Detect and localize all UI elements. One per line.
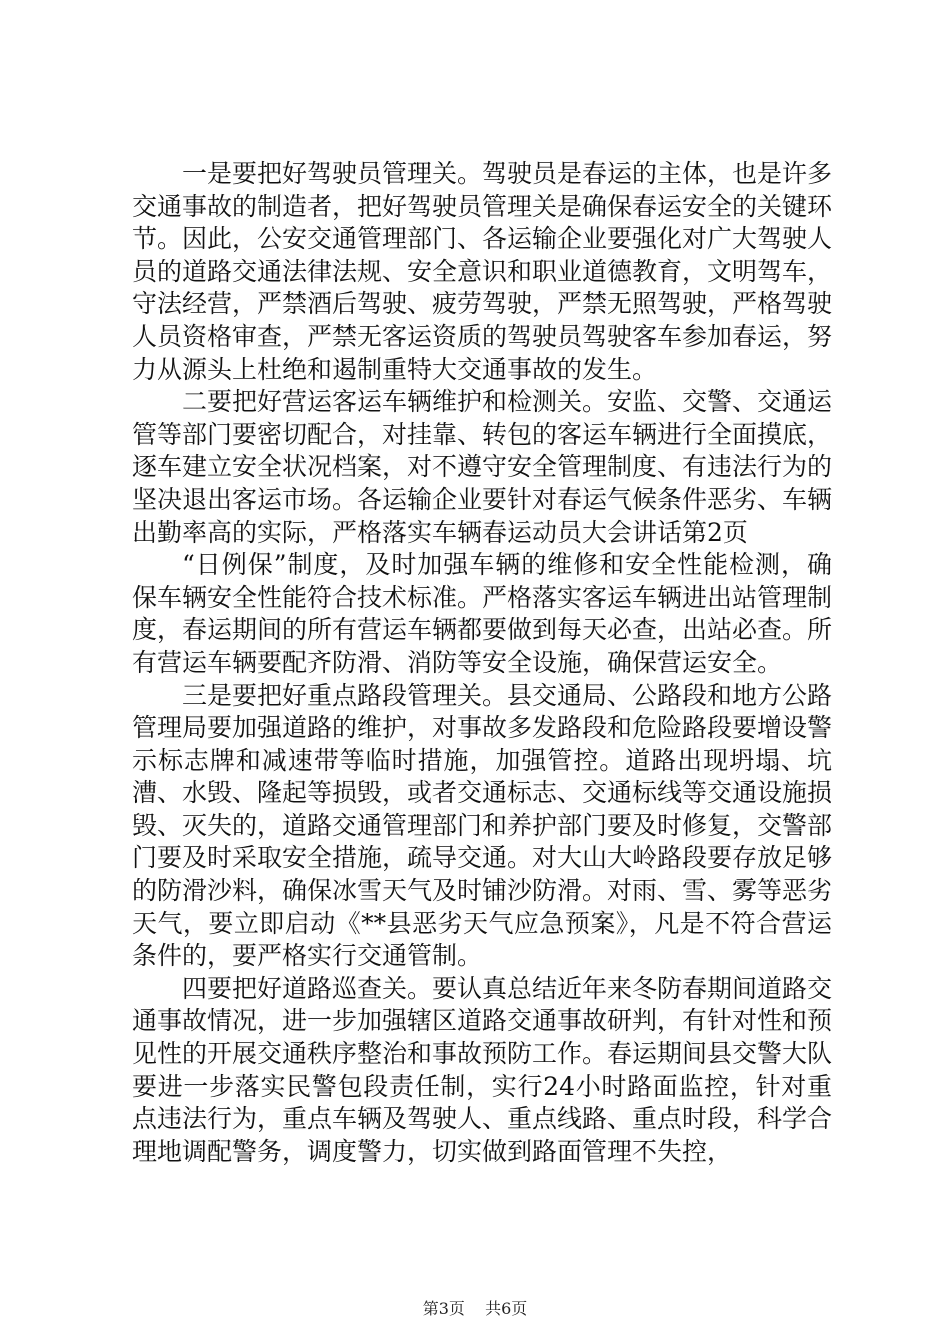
paragraph-3: “日例保”制度，及时加强车辆的维修和安全性能检测，确保车辆安全性能符合技术标准。严格落实客运车辆进出站管理制度，春运期间的所有营运车辆都要做到每天必查，出站必查。所有营运车辆要配齐防滑、消防等安全设施，确保营运安全。 [132, 550, 833, 677]
paragraph-1: 一是要把好驾驶员管理关。驾驶员是春运的主体，也是许多交通事故的制造者，把好驾驶员管理关是确保春运安全的关键环节。因此，公安交通管理部门、各运输企业要强化对广大驾驶人员的道路交通法律法规、安全意识和职业道德教育，文明驾车，守法经营，严禁酒后驾驶、疲劳驾驶，严禁无照驾驶，严格驾驶人员资格审查，严禁无客运资质的驾驶员驾驶客车参加春运，努力从源头上杜绝和遏制重特大交通事故的发生。 [132, 159, 833, 384]
paragraph-5: 四要把好道路巡查关。要认真总结近年来冬防春期间道路交通事故情况，进一步加强辖区道路交通事故研判，有针对性和预见性的开展交通秩序整治和事故预防工作。春运期间县交警大队要进一步落实民警包段责任制，实行24小时路面监控，针对重点违法行为，重点车辆及驾驶人、重点线路、重点时段，科学合理地调配警务，调度警力，切实做到路面管理不失控， [132, 973, 833, 1166]
page-footer [0, 1296, 950, 1319]
page-total: 共6页 [485, 1299, 528, 1318]
body-text [132, 158, 832, 1168]
paragraph-2: 二要把好营运客运车辆维护和检测关。安监、交警、交通运管等部门要密切配合，对挂靠、转包的客运车辆进行全面摸底，逐车建立安全状况档案，对不遵守安全管理制度、有违法行为的坚决退出客运市场。各运输企业要针对春运气候条件恶劣、车辆出勤率高的实际，严格落实车辆春运动员大会讲话第2页 [132, 387, 833, 547]
page-number: 第3页 [422, 1299, 465, 1318]
paragraph-4: 三是要把好重点路段管理关。县交通局、公路段和地方公路管理局要加强道路的维护，对事故多发路段和危险路段要增设警示标志牌和减速带等临时措施，加强管控。道路出现坍塌、坑漕、水毁、隆起等损毁，或者交通标志、交通标线等交通设施损毁、灭失的，道路交通管理部门和养护部门要及时修复，交警部门要及时采取安全措施，疏导交通。对大山大岭路段要存放足够的防滑沙料，确保冰雪天气及时铺沙防滑。对雨、雪、雾等恶劣天气，要立即启动《**县恶劣天气应急预案》，凡是不符合营运条件的，要严格实行交通管制。 [132, 680, 833, 971]
